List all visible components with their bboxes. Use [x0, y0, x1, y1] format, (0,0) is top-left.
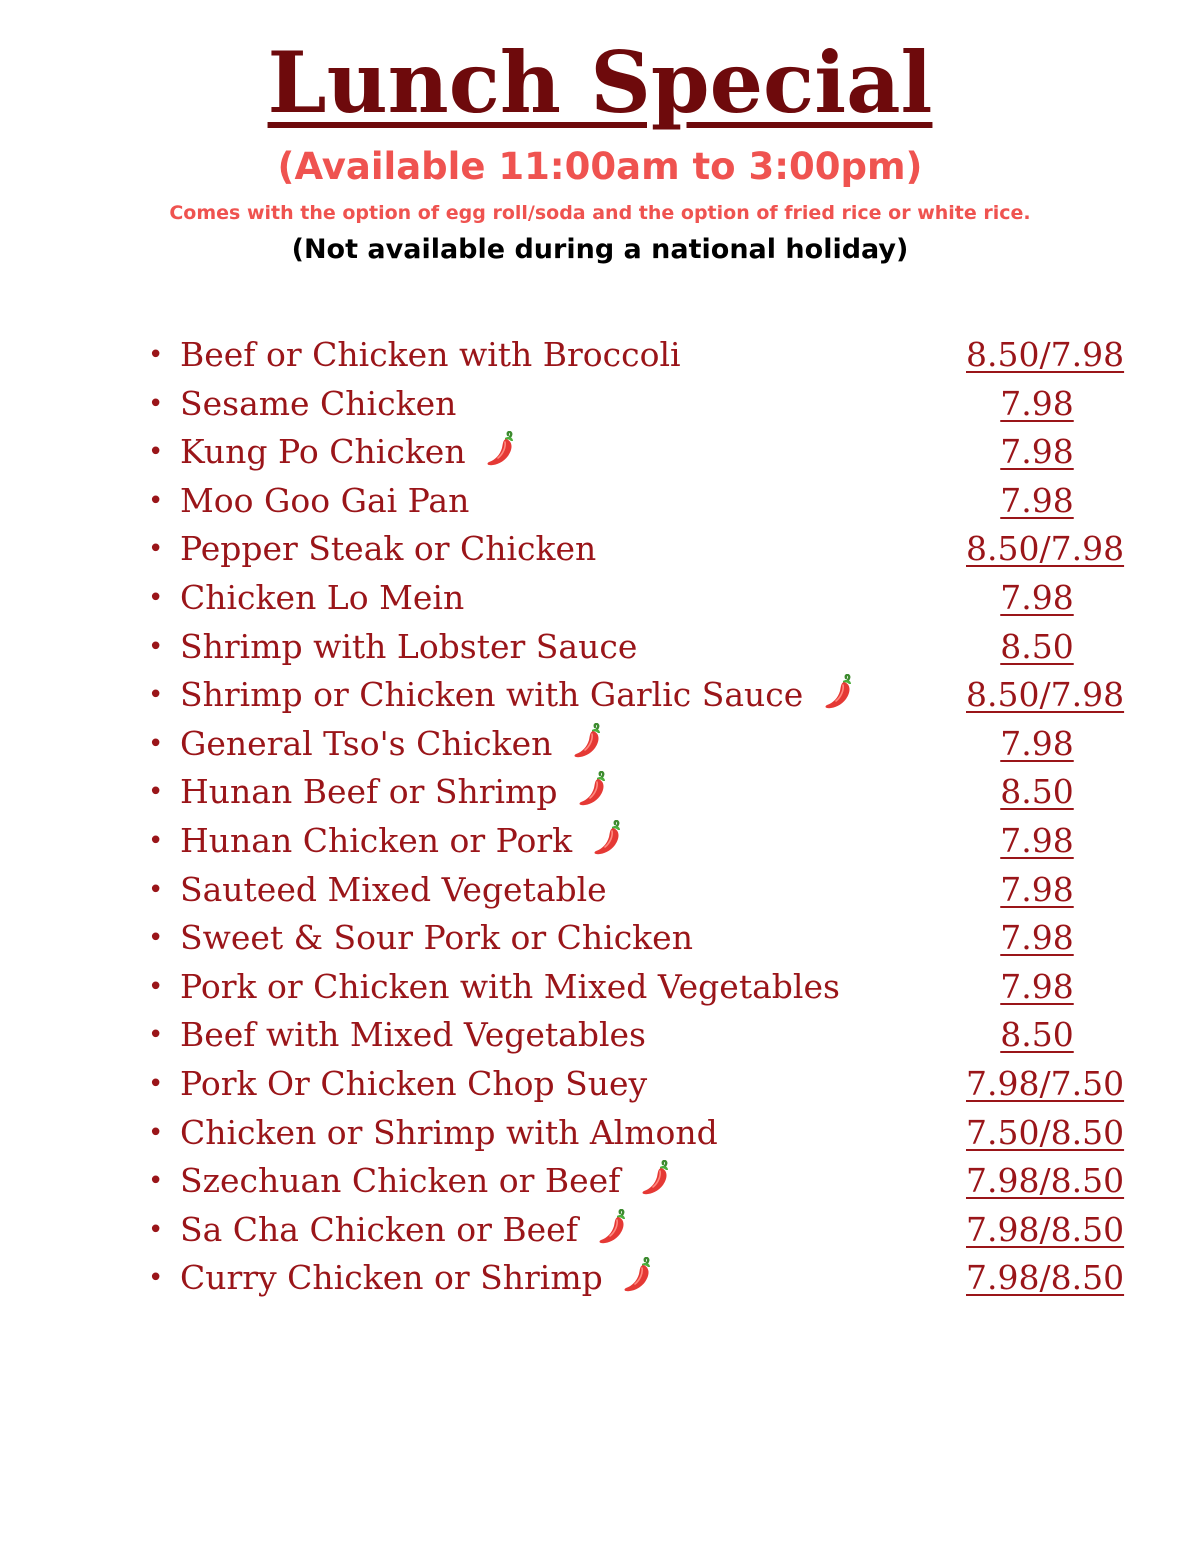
bullet-icon: • — [148, 777, 164, 808]
bullet-icon: • — [148, 340, 164, 370]
bullet-icon: • — [148, 582, 164, 613]
item-name-text: Szechuan Chicken or Beef — [180, 1161, 621, 1201]
menu-item — [140, 1109, 1125, 1158]
page-title — [0, 28, 1200, 138]
item-name — [180, 720, 603, 769]
menu-item — [140, 1206, 1125, 1255]
hot-pepper-icon — [593, 820, 623, 856]
item-name — [180, 671, 854, 720]
menu-item — [140, 428, 1120, 477]
includes-note: Comes with the option of egg roll/soda and the option of fried rice or white rice. — [169, 202, 1031, 224]
menu-item — [140, 477, 1120, 526]
item-name-text: Chicken or Shrimp with Almond — [180, 1112, 718, 1152]
item-price: 7.98 — [1000, 869, 1074, 909]
menu-item — [140, 331, 1125, 380]
menu-item — [140, 720, 1120, 769]
item-name-text: Sauteed Mixed Vegetable — [180, 869, 607, 909]
item-name-text: Sesame Chicken — [180, 383, 457, 423]
item-price: 7.98/8.50 — [966, 1161, 1125, 1201]
menu-item — [140, 623, 1120, 672]
hot-pepper-icon — [824, 674, 854, 710]
item-price: 7.98 — [1000, 577, 1074, 617]
item-name — [180, 1206, 628, 1255]
hot-pepper-icon — [578, 771, 608, 807]
item-price: 7.98 — [1000, 432, 1074, 472]
item-name-text: Kung Po Chicken — [180, 432, 466, 472]
bullet-icon: • — [148, 388, 164, 419]
menu-item — [140, 380, 1120, 429]
menu-item — [140, 914, 1120, 963]
item-name — [180, 525, 596, 574]
bullet-icon: • — [148, 437, 164, 468]
availability-hours: (Available 11:00am to 3:00pm) — [277, 145, 923, 188]
holiday-note: (Not available during a national holiday) — [291, 234, 909, 265]
bullet-icon: • — [148, 680, 164, 711]
menu-item — [140, 963, 1120, 1012]
item-name-text: Hunan Chicken or Pork — [180, 820, 573, 860]
hot-pepper-icon — [486, 431, 516, 467]
bullet-icon: • — [148, 534, 164, 565]
menu-item — [140, 1254, 1125, 1303]
item-name-text: Sweet & Sour Pork or Chicken — [180, 918, 693, 958]
menu-list — [140, 331, 1125, 1303]
item-price: 7.98 — [1000, 918, 1074, 958]
item-price: 8.50/7.98 — [966, 529, 1125, 569]
item-name-text: Curry Chicken or Shrimp — [180, 1258, 603, 1298]
menu-item — [140, 1011, 1120, 1060]
item-name — [180, 1011, 646, 1060]
item-price: 8.50 — [1000, 772, 1074, 812]
item-name-text: Beef with Mixed Vegetables — [180, 1015, 646, 1055]
item-name-text: Pork Or Chicken Chop Suey — [180, 1063, 648, 1103]
bullet-icon: • — [148, 923, 164, 954]
item-name — [180, 1060, 647, 1109]
item-name — [180, 623, 637, 672]
item-price: 7.98 — [1000, 480, 1074, 520]
item-price: 7.98/7.50 — [966, 1063, 1125, 1103]
menu-item — [140, 817, 1120, 866]
bullet-icon: • — [148, 1166, 164, 1197]
item-name-text: Moo Goo Gai Pan — [180, 480, 470, 520]
item-name-text: Hunan Beef or Shrimp — [180, 772, 558, 812]
item-name — [180, 866, 607, 915]
menu-item — [140, 1157, 1125, 1206]
bullet-icon: • — [148, 1068, 164, 1099]
hot-pepper-icon — [573, 723, 603, 759]
bullet-icon: • — [148, 728, 164, 759]
item-name — [180, 914, 693, 963]
item-price: 7.98 — [1000, 820, 1074, 860]
page-title-text: Lunch Special — [267, 33, 933, 132]
item-name-text: General Tso's Chicken — [180, 723, 553, 763]
menu-item — [140, 768, 1120, 817]
item-name-text: Beef or Chicken with Broccoli — [180, 335, 681, 374]
item-price: 7.98 — [1000, 966, 1074, 1006]
item-name-text: Pork or Chicken with Mixed Vegetables — [180, 966, 840, 1006]
item-name — [180, 963, 840, 1012]
item-name — [180, 768, 608, 817]
item-price: 7.98/8.50 — [966, 1258, 1125, 1298]
hot-pepper-icon — [623, 1257, 653, 1293]
bullet-icon: • — [148, 874, 164, 905]
item-name — [180, 1157, 671, 1206]
item-name — [180, 1109, 718, 1158]
hot-pepper-icon — [598, 1209, 628, 1245]
item-name-text: Shrimp or Chicken with Garlic Sauce — [180, 675, 804, 715]
item-name-text: Pepper Steak or Chicken — [180, 529, 597, 569]
item-name-text: Sa Cha Chicken or Beef — [180, 1209, 578, 1249]
item-price: 8.50/7.98 — [966, 335, 1125, 374]
bullet-icon: • — [148, 971, 164, 1002]
item-name — [180, 574, 464, 623]
menu-item — [140, 525, 1125, 574]
item-price: 8.50 — [1000, 626, 1074, 666]
item-price: 7.98/8.50 — [966, 1209, 1125, 1249]
item-price: 7.98 — [1000, 383, 1074, 423]
item-price: 8.50/7.98 — [966, 675, 1125, 715]
bullet-icon: • — [148, 631, 164, 662]
bullet-icon: • — [148, 485, 164, 516]
item-price: 7.50/8.50 — [966, 1112, 1125, 1152]
menu-item — [140, 1060, 1125, 1109]
bullet-icon: • — [148, 1263, 164, 1294]
menu-item — [140, 574, 1120, 623]
menu-item — [140, 671, 1125, 720]
bullet-icon: • — [148, 1214, 164, 1245]
item-price: 8.50 — [1000, 1015, 1074, 1055]
item-name — [180, 428, 516, 477]
item-name — [180, 817, 623, 866]
item-name-text: Shrimp with Lobster Sauce — [180, 626, 638, 666]
hot-pepper-icon — [641, 1160, 671, 1196]
item-name — [180, 477, 469, 526]
item-name-text: Chicken Lo Mein — [180, 577, 465, 617]
item-price: 7.98 — [1000, 723, 1074, 763]
bullet-icon: • — [148, 1020, 164, 1051]
bullet-icon: • — [148, 1117, 164, 1148]
menu-item — [140, 866, 1120, 915]
item-name — [180, 380, 456, 429]
bullet-icon: • — [148, 825, 164, 856]
item-name — [180, 1254, 653, 1303]
item-name — [180, 331, 681, 380]
